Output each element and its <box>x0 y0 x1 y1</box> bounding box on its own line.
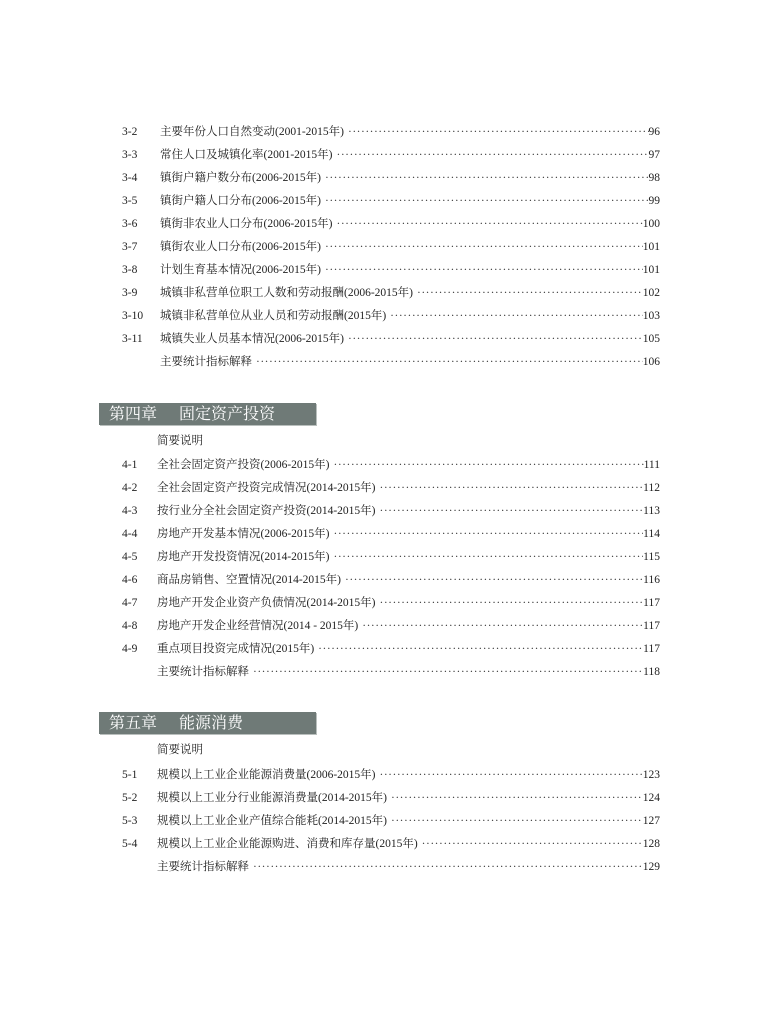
entry-page: 102 <box>642 287 660 299</box>
toc-entry[interactable] <box>0 330 760 348</box>
toc-entry[interactable] <box>0 617 760 635</box>
entry-page: 100 <box>642 218 660 230</box>
dot-leader <box>256 353 643 371</box>
entry-page: 118 <box>643 666 660 678</box>
entry-number: 4-1 <box>122 459 138 471</box>
entry-page: 96 <box>648 126 660 138</box>
chapter-5-intro[interactable]: 简要说明 <box>157 744 203 756</box>
entry-title: 镇街户籍人口分布(2006-2015年) <box>160 195 321 207</box>
toc-entry[interactable] <box>0 571 760 589</box>
entry-number: 5-2 <box>122 792 138 804</box>
entry-page: 98 <box>648 172 660 184</box>
entry-page: 99 <box>648 195 660 207</box>
toc-entry[interactable] <box>0 640 760 658</box>
entry-number: 4-4 <box>122 528 138 540</box>
entry-page: 105 <box>642 333 660 345</box>
toc-entry[interactable] <box>0 502 760 520</box>
entry-line <box>160 307 660 325</box>
entry-title: 镇街非农业人口分布(2006-2015年) <box>160 218 333 230</box>
entry-number: 4-3 <box>122 505 138 517</box>
entry-title: 规模以上工业企业能源消费量(2006-2015年) <box>157 769 376 781</box>
entry-number: 4-8 <box>122 620 138 632</box>
chapter-title: 能源消费 <box>179 713 244 732</box>
dot-leader <box>380 502 644 520</box>
entry-number: 4-6 <box>122 574 138 586</box>
toc-entry[interactable] <box>0 238 760 256</box>
toc-entry[interactable] <box>0 456 760 474</box>
entry-line <box>157 789 660 807</box>
entry-number: 4-7 <box>122 597 138 609</box>
entry-number: 3-10 <box>122 310 144 322</box>
entry-line <box>160 146 660 164</box>
entry-line <box>160 215 660 233</box>
entry-line <box>157 548 660 566</box>
entry-title: 按行业分全社会固定资产投资(2014-2015年) <box>157 505 376 517</box>
toc-entry[interactable] <box>0 284 760 302</box>
entry-line <box>160 284 660 302</box>
entry-page: 117 <box>643 620 660 632</box>
dot-leader <box>362 617 643 635</box>
entry-title: 计划生育基本情况(2006-2015年) <box>160 264 321 276</box>
entry-number: 4-9 <box>122 643 138 655</box>
entry-page: 103 <box>642 310 660 322</box>
entry-page: 101 <box>642 241 660 253</box>
entry-line <box>157 525 660 543</box>
entry-page: 123 <box>642 769 660 781</box>
entry-title: 镇街户籍户数分布(2006-2015年) <box>160 172 321 184</box>
entry-number: 5-4 <box>122 838 138 850</box>
toc-entry[interactable] <box>0 169 760 187</box>
toc-entry[interactable] <box>0 353 760 371</box>
dot-leader <box>337 146 649 164</box>
entry-title: 房地产开发企业资产负债情况(2014-2015年) <box>157 597 376 609</box>
entry-page: 114 <box>643 528 660 540</box>
dot-leader <box>390 307 643 325</box>
entry-title: 全社会固定资产投资(2006-2015年) <box>157 459 330 471</box>
entry-line <box>157 617 660 635</box>
entry-page: 116 <box>643 574 660 586</box>
entry-line <box>157 502 660 520</box>
dot-leader <box>391 812 643 830</box>
entry-page: 124 <box>642 792 660 804</box>
entry-page: 101 <box>642 264 660 276</box>
entry-line <box>157 594 660 612</box>
entry-number: 4-5 <box>122 551 138 563</box>
entry-number: 3-2 <box>122 126 138 138</box>
entry-page: 115 <box>643 551 660 563</box>
chapter-label: 第五章 <box>109 713 158 732</box>
entry-title: 全社会固定资产投资完成情况(2014-2015年) <box>157 482 376 494</box>
dot-leader <box>334 548 644 566</box>
dot-leader <box>380 594 644 612</box>
entry-title: 主要统计指标解释 <box>157 861 249 873</box>
entry-title: 城镇非私营单位从业人员和劳动报酬(2015年) <box>160 310 387 322</box>
dot-leader <box>325 192 649 210</box>
entry-title: 规模以上工业企业能源购进、消费和库存量(2015年) <box>157 838 418 850</box>
entry-number: 4-2 <box>122 482 138 494</box>
entry-line <box>157 571 660 589</box>
toc-entry[interactable] <box>0 307 760 325</box>
entry-title: 商品房销售、空置情况(2014-2015年) <box>157 574 341 586</box>
dot-leader <box>337 215 643 233</box>
dot-leader <box>380 766 643 784</box>
entry-title: 重点项目投资完成情况(2015年) <box>157 643 315 655</box>
dot-leader <box>391 789 643 807</box>
toc-entry[interactable] <box>0 663 760 681</box>
toc-entry[interactable] <box>0 858 760 876</box>
chapter-4-intro[interactable]: 简要说明 <box>157 435 203 447</box>
dot-leader <box>318 640 643 658</box>
entry-line <box>157 479 660 497</box>
entry-title: 城镇非私营单位职工人数和劳动报酬(2006-2015年) <box>160 287 413 299</box>
entry-number: 3-3 <box>122 149 138 161</box>
entry-number: 3-11 <box>122 333 143 345</box>
dot-leader <box>348 330 643 348</box>
entry-title: 主要统计指标解释 <box>157 666 249 678</box>
entry-line <box>160 330 660 348</box>
chapter-label: 第四章 <box>109 404 158 423</box>
dot-leader <box>334 456 644 474</box>
entry-number: 3-4 <box>122 172 138 184</box>
entry-number: 3-5 <box>122 195 138 207</box>
dot-leader <box>325 169 649 187</box>
entry-number: 3-7 <box>122 241 138 253</box>
dot-leader <box>334 525 644 543</box>
entry-title: 房地产开发投资情况(2014-2015年) <box>157 551 330 563</box>
entry-page: 128 <box>642 838 660 850</box>
toc-entry[interactable] <box>0 548 760 566</box>
entry-page: 97 <box>648 149 660 161</box>
dot-leader <box>417 284 643 302</box>
entry-number: 3-8 <box>122 264 138 276</box>
toc-entry[interactable] <box>0 479 760 497</box>
entry-page: 111 <box>643 459 660 471</box>
entry-title: 房地产开发企业经营情况(2014 - 2015年) <box>157 620 359 632</box>
dot-leader <box>348 123 649 141</box>
toc-entry[interactable] <box>0 525 760 543</box>
entry-page: 127 <box>642 815 660 827</box>
entry-line <box>157 640 660 658</box>
chapter-title: 固定资产投资 <box>179 404 276 423</box>
entry-title: 常住人口及城镇化率(2001-2015年) <box>160 149 333 161</box>
toc-entry[interactable] <box>0 835 760 853</box>
dot-leader <box>253 663 643 681</box>
entry-page: 113 <box>643 505 660 517</box>
entry-title: 镇街农业人口分布(2006-2015年) <box>160 241 321 253</box>
toc-entry[interactable] <box>0 594 760 612</box>
entry-title: 规模以上工业企业产值综合能耗(2014-2015年) <box>157 815 387 827</box>
chapter-5-header <box>99 712 316 734</box>
dot-leader <box>422 835 643 853</box>
entry-page: 129 <box>642 861 660 873</box>
chapter-4-header <box>99 403 316 425</box>
toc-entry[interactable] <box>0 215 760 233</box>
entry-number: 5-3 <box>122 815 138 827</box>
entry-title: 主要年份人口自然变动(2001-2015年) <box>160 126 344 138</box>
entry-line <box>160 192 660 210</box>
entry-number: 3-9 <box>122 287 138 299</box>
entry-line <box>160 353 660 371</box>
toc-entry[interactable] <box>0 766 760 784</box>
entry-page: 112 <box>643 482 660 494</box>
entry-title: 房地产开发基本情况(2006-2015年) <box>157 528 330 540</box>
dot-leader <box>345 571 643 589</box>
entry-line <box>157 766 660 784</box>
toc-entry[interactable] <box>0 123 760 141</box>
entry-line <box>157 663 660 681</box>
dot-leader <box>325 261 643 279</box>
entry-page: 117 <box>643 597 660 609</box>
entry-page: 117 <box>643 643 660 655</box>
entry-title: 城镇失业人员基本情况(2006-2015年) <box>160 333 344 345</box>
entry-line <box>160 238 660 256</box>
entry-line <box>160 169 660 187</box>
entry-line <box>160 261 660 279</box>
entry-line <box>160 123 660 141</box>
dot-leader <box>253 858 643 876</box>
dot-leader <box>325 238 643 256</box>
entry-number: 5-1 <box>122 769 138 781</box>
entry-page: 106 <box>642 356 660 368</box>
toc-entry[interactable] <box>0 261 760 279</box>
entry-line <box>157 858 660 876</box>
entry-line <box>157 812 660 830</box>
entry-line <box>157 456 660 474</box>
entry-number: 3-6 <box>122 218 138 230</box>
toc-entry[interactable] <box>0 146 760 164</box>
entry-title: 主要统计指标解释 <box>160 356 252 368</box>
dot-leader <box>380 479 644 497</box>
toc-entry[interactable] <box>0 812 760 830</box>
toc-entry[interactable] <box>0 192 760 210</box>
toc-entry[interactable] <box>0 789 760 807</box>
entry-line <box>157 835 660 853</box>
entry-title: 规模以上工业分行业能源消费量(2014-2015年) <box>157 792 387 804</box>
